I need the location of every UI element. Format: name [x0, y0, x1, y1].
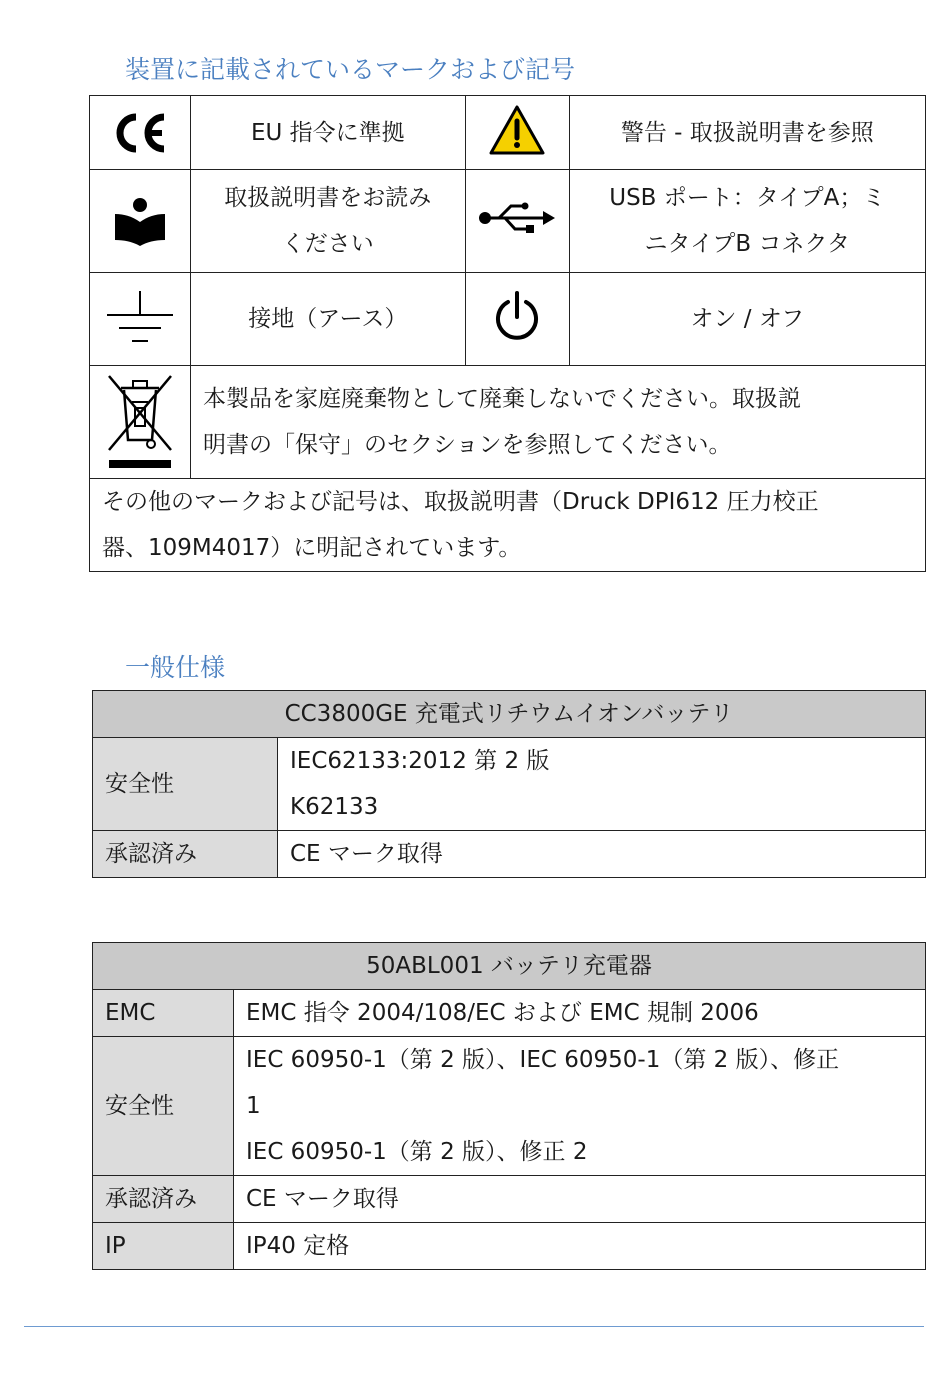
- table-row: [90, 366, 926, 479]
- power-on-off-icon: [493, 289, 541, 343]
- read-manual-cell: [90, 170, 191, 273]
- read-manual-text: 取扱説明書をお読み ください: [191, 170, 466, 273]
- other-marks-note: その他のマークおよび記号は、取扱説明書（Druck DPI612 圧力校正 器、109M4017）に明記されています。: [90, 479, 926, 572]
- charger-ip-label: IP: [93, 1223, 234, 1270]
- table-row: [93, 990, 926, 1037]
- battery-approval-value: CE マーク取得: [278, 831, 926, 878]
- usb-cell: [465, 170, 569, 273]
- battery-safety-label: 安全性: [93, 738, 278, 831]
- warning-triangle-icon: [488, 104, 546, 156]
- warning-cell: [465, 96, 569, 170]
- power-text: オン / オフ: [569, 273, 925, 366]
- marks-section-title: 装置に記載されているマークおよび記号: [125, 55, 576, 84]
- charger-approval-value: CE マーク取得: [234, 1176, 926, 1223]
- marks-symbols-table: [89, 95, 926, 572]
- battery-safety-value: IEC62133:2012 第 2 版 K62133: [278, 738, 926, 831]
- ce-mark-icon: [110, 111, 170, 155]
- table-row: [93, 831, 926, 878]
- weee-cell: [90, 366, 191, 479]
- charger-emc-label: EMC: [93, 990, 234, 1037]
- read-manual-icon: [111, 196, 169, 246]
- ce-mark-cell: [90, 96, 191, 170]
- charger-ip-value: IP40 定格: [234, 1223, 926, 1270]
- table-row: [93, 1176, 926, 1223]
- eu-directive-text: EU 指令に準拠: [191, 96, 466, 170]
- usb-port-text: USB ポート：タイプA；ミ ニタイプB コネクタ: [569, 170, 925, 273]
- table-row: [90, 479, 926, 572]
- table-row: [90, 170, 926, 273]
- charger-emc-value: EMC 指令 2004/108/EC および EMC 規制 2006: [234, 990, 926, 1037]
- table-row: [93, 738, 926, 831]
- footer-divider: [24, 1326, 924, 1327]
- general-spec-title: 一般仕様: [125, 653, 226, 682]
- weee-disposal-text: 本製品を家庭廃棄物として廃棄しないでください。取扱説 明書の「保守」のセクションを参照してください。: [191, 366, 926, 479]
- ground-earth-icon: [105, 291, 175, 347]
- table-row: [93, 691, 926, 738]
- power-cell: [465, 273, 569, 366]
- charger-safety-value: IEC 60950-1（第 2 版）、IEC 60950-1（第 2 版）、修正 1 IEC 60950-1（第 2 版）、修正 2: [234, 1037, 926, 1176]
- charger-header: 50ABL001 バッテリ充電器: [93, 943, 926, 990]
- battery-spec-table: [92, 690, 926, 878]
- warning-text: 警告 - 取扱説明書を参照: [569, 96, 925, 170]
- table-row: [90, 273, 926, 366]
- ground-cell: [90, 273, 191, 366]
- charger-approval-label: 承認済み: [93, 1176, 234, 1223]
- battery-approval-label: 承認済み: [93, 831, 278, 878]
- table-row: [93, 1037, 926, 1176]
- table-row: [90, 96, 926, 170]
- charger-spec-table: [92, 942, 926, 1270]
- table-row: [93, 1223, 926, 1270]
- usb-icon: [477, 201, 557, 235]
- weee-crossed-bin-icon: [105, 372, 175, 472]
- charger-safety-label: 安全性: [93, 1037, 234, 1176]
- battery-header: CC3800GE 充電式リチウムイオンバッテリ: [93, 691, 926, 738]
- table-row: [93, 943, 926, 990]
- ground-text: 接地（アース）: [191, 273, 466, 366]
